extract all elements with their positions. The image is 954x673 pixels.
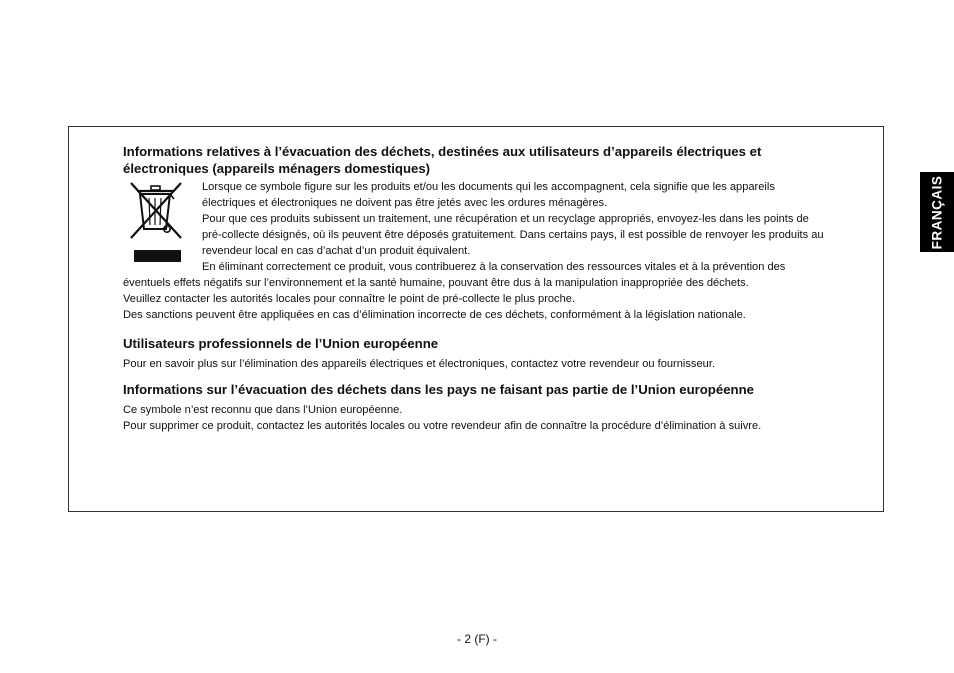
weee-paragraph-3: En éliminant correctement ce produit, vous contribuerez à la conservation des ressources vitales et à la prévention des éventuels effets négatifs sur l’environnement et la santé humaine, pouvant être dus à la manipulation inappropriée des déchets. [123, 261, 786, 289]
weee-non-eu-heading: Informations sur l’évacuation des déchets dans les pays ne faisant pas partie de l’Union européenne [123, 382, 754, 397]
notice-content [123, 143, 829, 434]
weee-paragraph-2: Pour que ces produits subissent un traitement, une récupération et un recyclage appropriés, envoyez-les dans les points de pré-collecte désignés, où ils peuvent être déposés gratuitement. Dans certains pays, il est possible de renvoyer les produits au revendeur local en cas d’achat d’un produit équivalent. [202, 213, 824, 257]
weee-notice-box [68, 126, 884, 512]
weee-non-eu-paragraph-1: Ce symbole n’est reconnu que dans l’Union européenne. [123, 404, 403, 416]
weee-paragraph-1: Lorsque ce symbole figure sur les produits et/ou les documents qui les accompagnent, cela signifie que les appareils électriques et électroniques ne doivent pas être jetés avec les ordures ménagères. [202, 181, 775, 209]
weee-household-body [123, 179, 829, 323]
weee-professional-heading: Utilisateurs professionnels de l’Union européenne [123, 336, 439, 351]
weee-professional-paragraph: Pour en savoir plus sur l’élimination des appareils électriques et électroniques, contactez votre revendeur ou fournisseur. [123, 358, 715, 370]
language-tab-label: FRANÇAIS [929, 175, 945, 249]
weee-paragraph-5: Des sanctions peuvent être appliquées en cas d’élimination incorrecte de ces déchets, conformément à la législation nationale. [123, 309, 746, 321]
language-tab [920, 172, 954, 252]
crossed-out-wheelie-bin-icon [123, 179, 187, 263]
weee-paragraph-4: Veuillez contacter les autorités locales pour connaître le point de pré-collecte le plus proche. [123, 293, 576, 305]
weee-household-heading: Informations relatives à l’évacuation des déchets, destinées aux utilisateurs d’appareils électriques et électroniques (appareils ménagers domestiques) [123, 144, 762, 176]
page-number: - 2 (F) - [457, 632, 497, 646]
weee-non-eu-paragraph-2: Pour supprimer ce produit, contactez les autorités locales ou votre revendeur afin de connaître la procédure d’élimination à suivre. [123, 420, 762, 432]
